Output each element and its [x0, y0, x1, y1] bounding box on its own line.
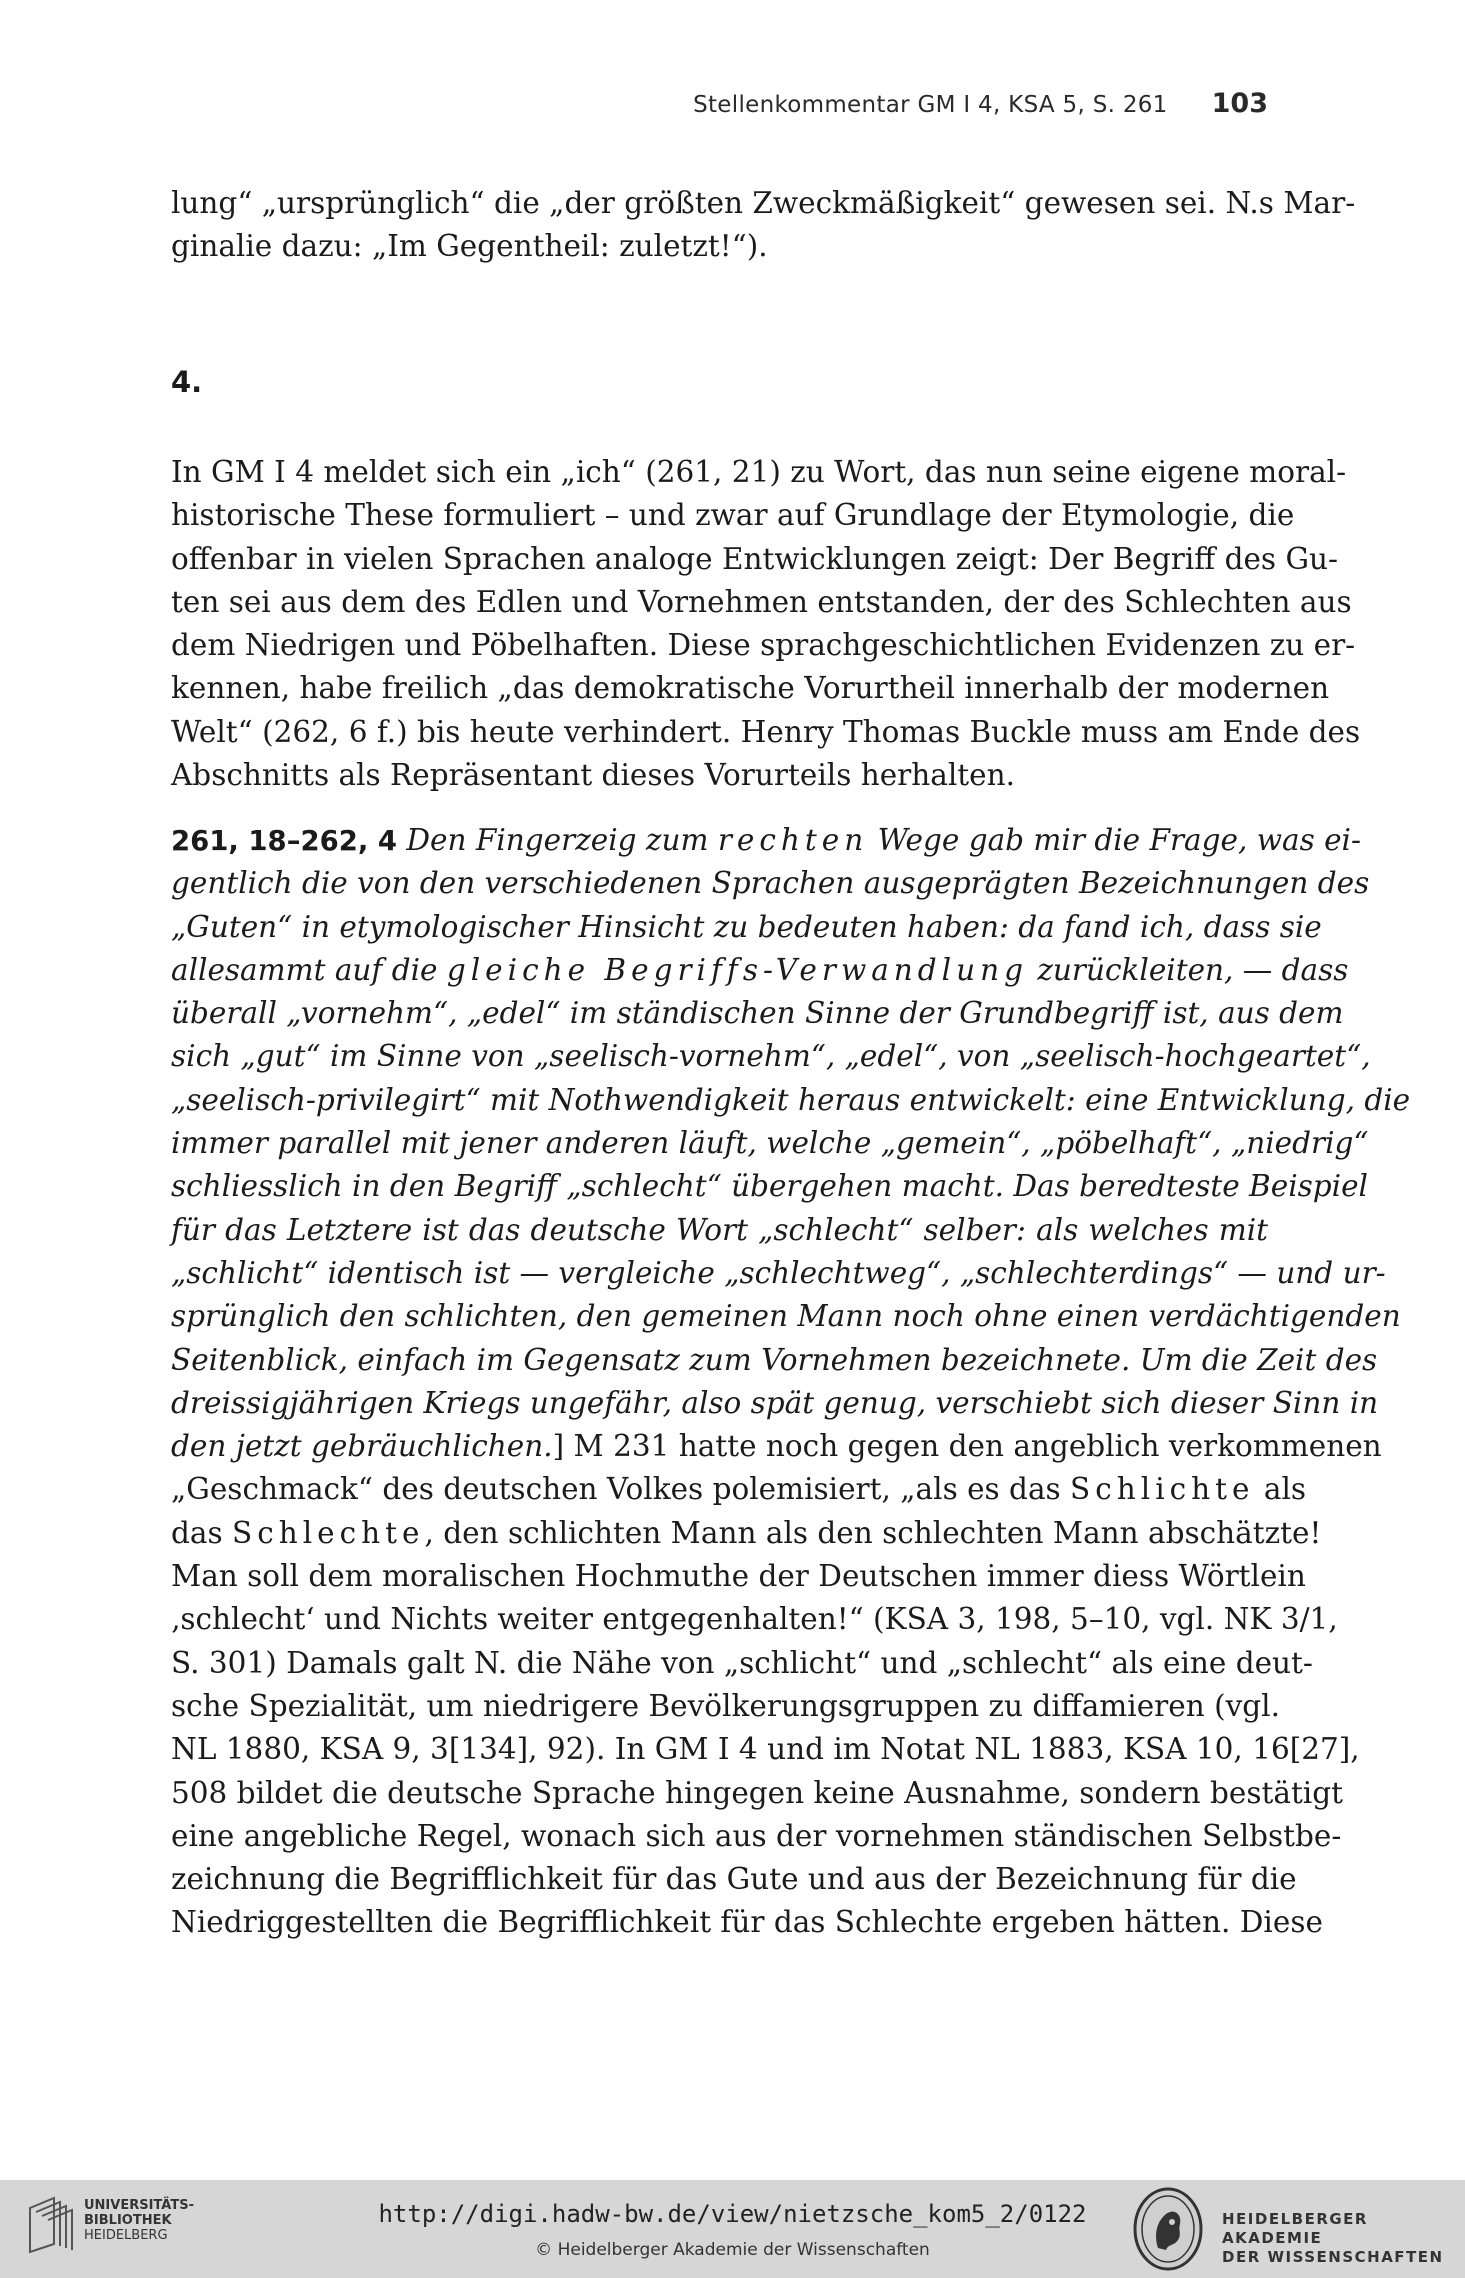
text-line: das Schlechte, den schlichten Mann als den schlechten Mann abschätzte! — [171, 1515, 1322, 1550]
text-line: „Geschmack“ des deutschen Volkes polemisiert, „als es das Schlichte als — [171, 1472, 1307, 1507]
text-line: Man soll dem moralischen Hochmuthe der Deutschen immer diess Wörtlein — [171, 1559, 1306, 1594]
text-line: ginalie dazu: „Im Gegentheil: zuletzt!“). — [171, 229, 768, 264]
library-name: UNIVERSITÄTS- BIBLIOTHEK HEIDELBERG — [84, 2198, 194, 2243]
text-line: ten sei aus dem des Edlen und Vornehmen entstanden, der des Schlechten aus — [171, 584, 1352, 619]
quote-line: für das Letztere ist das deutsche Wort „schlecht“ selber: als welches mit — [171, 1212, 1268, 1247]
spaced-emphasis: Schlechte — [232, 1515, 425, 1550]
copyright-notice: © Heidelberger Akademie der Wissenschaften — [535, 2240, 930, 2260]
text-line: S. 301) Damals galt N. die Nähe von „schlicht“ und „schlecht“ als eine deut- — [171, 1645, 1313, 1680]
running-title: Stellenkommentar GM I 4, KSA 5, S. 261 — [693, 92, 1168, 118]
page-number: 103 — [1211, 88, 1268, 119]
text-line: Welt“ (262, 6 f.) bis heute verhindert. Henry Thomas Buckle muss am Ende des — [171, 714, 1361, 749]
quote-line: „seelisch-privilegirt“ mit Nothwendigkeit heraus entwickelt: eine Entwicklung, die — [171, 1082, 1411, 1117]
quote-line: Seitenblick, einfach im Gegensatz zum Vornehmen bezeichnete. Um die Zeit des — [171, 1342, 1378, 1377]
text-line: eine angebliche Regel, wonach sich aus der vornehmen ständischen Selbstbe- — [171, 1818, 1342, 1853]
intro-paragraph — [171, 182, 1356, 269]
digitization-footer — [0, 2180, 1465, 2278]
text-line: offenbar in vielen Sprachen analoge Entwicklungen zeigt: Der Begriff des Gu- — [171, 541, 1338, 576]
quote-line: den jetzt gebräuchlichen.] M 231 hatte noch gegen den angeblich verkommenen — [171, 1429, 1382, 1464]
lemma-line: 261, 18–262, 4 Den Fingerzeig zum rechten Wege gab mir die Frage, was ei- — [171, 823, 1361, 857]
text-line: zeichnung die Begrifflichkeit für das Gute und aus der Bezeichnung für die — [171, 1862, 1297, 1897]
text-line: dem Niedrigen und Pöbelhaften. Diese sprachgeschichtlichen Evidenzen zu er- — [171, 628, 1356, 663]
text-line: sche Spezialität, um niedrigere Bevölkerungsgruppen zu diffamieren (vgl. — [171, 1688, 1280, 1723]
text-line: lung“ „ursprünglich“ die „der größten Zweckmäßigkeit“ gewesen sei. N.s Mar- — [171, 186, 1356, 220]
section-number: 4. — [171, 365, 203, 399]
academy-seal-icon — [1132, 2186, 1204, 2272]
overview-paragraph — [171, 451, 1361, 797]
quote-line: immer parallel mit jener anderen läuft, welche „gemein“, „pöbelhaft“, „niedrig“ — [171, 1126, 1369, 1161]
quote-line: „schlicht“ identisch ist — vergleiche „schlechtweg“, „schlechterdings“ — und ur- — [171, 1255, 1386, 1290]
text-line: 508 bildet die deutsche Sprache hingegen keine Ausnahme, sondern bestätigt — [171, 1775, 1343, 1810]
spaced-emphasis: Schlichte — [1070, 1472, 1255, 1507]
permalink[interactable]: http://digi.hadw-bw.de/view/nietzsche_kom5_2/0122 — [378, 2200, 1087, 2228]
text-line: In GM I 4 meldet sich ein „ich“ (261, 21) zu Wort, das nun seine eigene moral- — [171, 455, 1347, 489]
lemma-entry — [171, 819, 1411, 1945]
quote-line: gentlich die von den verschiedenen Sprachen ausgeprägten Bezeichnungen des — [171, 866, 1370, 901]
text-line: kennen, habe freilich „das demokratische Vorurtheil innerhalb der modernen — [171, 671, 1330, 706]
quote-line: schliesslich in den Begriff „schlecht“ übergehen macht. Das beredteste Beispiel — [171, 1169, 1368, 1204]
quote-line: „Guten“ in etymologischer Hinsicht zu bedeuten haben: da fand ich, dass sie — [171, 909, 1322, 944]
academy-name: HEIDELBERGER AKADEMIE DER WISSENSCHAFTEN — [1222, 2210, 1444, 2266]
quote-line: dreissigjährigen Kriegs ungefähr, also spät genug, verschiebt sich dieser Sinn in — [171, 1385, 1379, 1420]
spaced-emphasis: rechten — [717, 823, 869, 857]
spaced-emphasis: gleiche Begriffs-Verwandlung — [446, 952, 1028, 987]
quote-line: sprünglich den schlichten, den gemeinen Mann noch ohne einen verdächtigenden — [171, 1299, 1401, 1334]
quote-line: überall „vornehm“, „edel“ im ständischen Sinne der Grundbegriff ist, aus dem — [171, 996, 1344, 1031]
running-head — [171, 88, 1268, 119]
text-line: NL 1880, KSA 9, 3[134], 92). In GM I 4 und im Notat NL 1883, KSA 10, 16[27], — [171, 1732, 1360, 1767]
text-line: Niedriggestellten die Begrifflichkeit für das Schlechte ergeben hätten. Diese — [171, 1905, 1323, 1940]
text-line: ‚schlecht‘ und Nichts weiter entgegenhalten!“ (KSA 3, 198, 5–10, vgl. NK 3/1, — [171, 1602, 1338, 1637]
text-line: Abschnitts als Repräsentant dieses Vorurteils herhalten. — [171, 758, 1015, 793]
quote-line: allesammt auf die gleiche Begriffs-Verwandlung zurückleiten, — dass — [171, 952, 1349, 987]
lemma-reference: 261, 18–262, 4 — [171, 825, 398, 857]
quote-line: sich „gut“ im Sinne von „seelisch-vornehm“, „edel“, von „seelisch-hochgeartet“, — [171, 1039, 1371, 1074]
text-line: historische These formuliert – und zwar auf Grundlage der Etymologie, die — [171, 498, 1295, 533]
